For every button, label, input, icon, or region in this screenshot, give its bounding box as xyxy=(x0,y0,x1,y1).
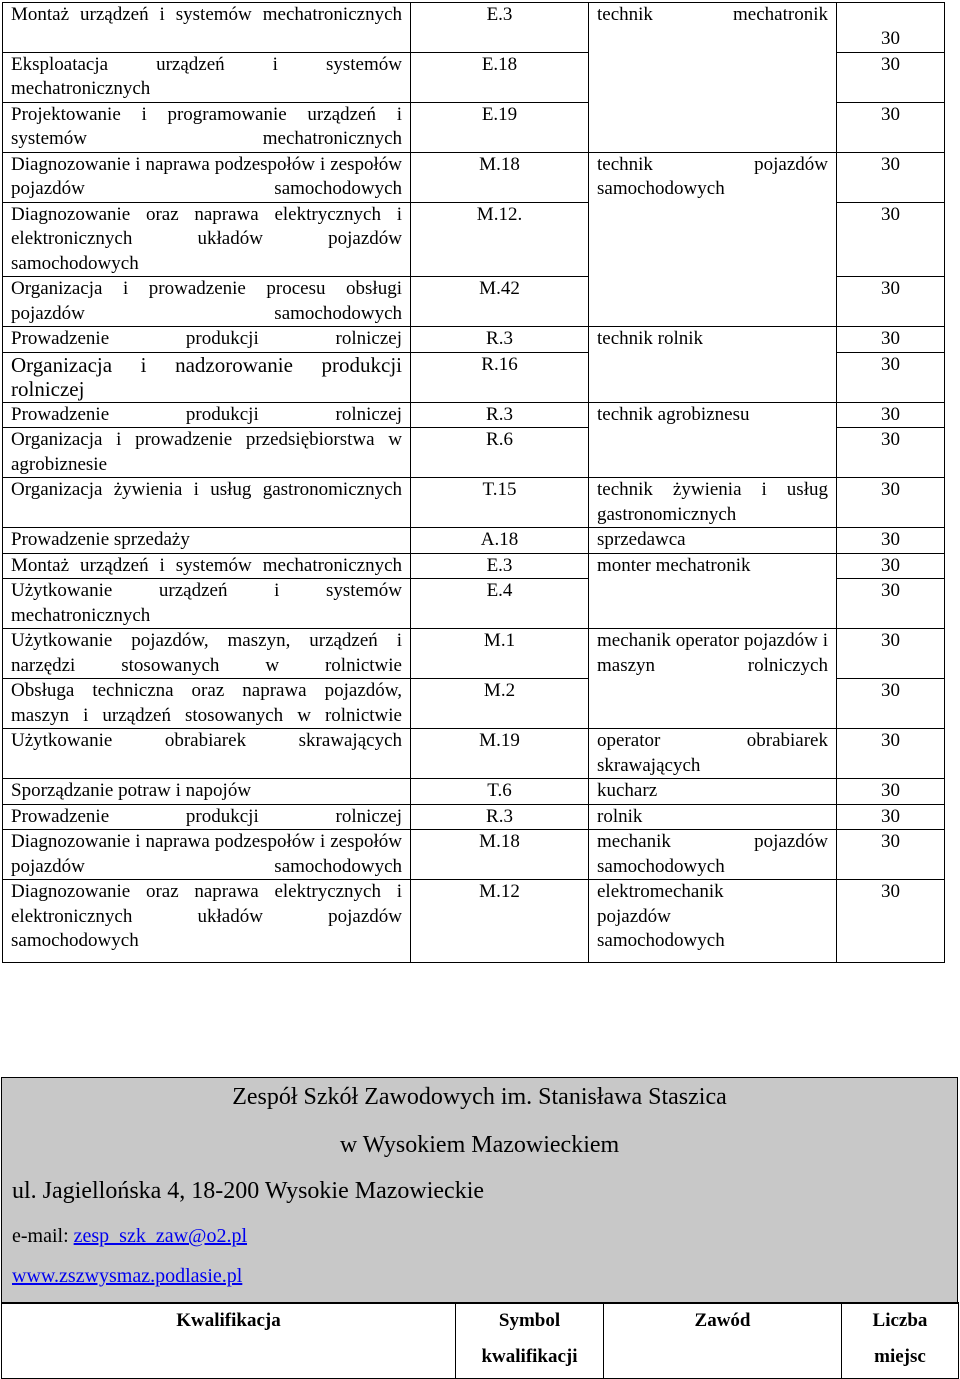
places-cell: 30 xyxy=(837,528,945,554)
places-cell: 30 xyxy=(837,830,945,880)
table-row xyxy=(3,729,945,779)
table-header xyxy=(1,1302,959,1379)
table-row xyxy=(3,428,945,478)
symbol-cell: R.3 xyxy=(411,402,589,428)
symbol-cell: M.18 xyxy=(411,152,589,202)
school-name: Zespół Szkół Zawodowych im. Stanisława Staszica xyxy=(232,1084,727,1110)
table-row xyxy=(3,804,945,830)
places-cell: 30 xyxy=(837,729,945,779)
qualification-cell: Prowadzenie produkcji rolniczej xyxy=(3,402,411,428)
table-row xyxy=(3,327,945,353)
table-row xyxy=(3,277,945,327)
places-cell: 30 xyxy=(837,327,945,353)
symbol-cell: M.42 xyxy=(411,277,589,327)
symbol-cell: R.3 xyxy=(411,804,589,830)
profession-cell: technik pojazdów samochodowych xyxy=(589,152,837,202)
symbol-cell: E.3 xyxy=(411,3,589,53)
profession-cell xyxy=(589,428,837,478)
places-cell: 30 xyxy=(837,152,945,202)
symbol-cell: E.18 xyxy=(411,52,589,102)
symbol-cell: T.6 xyxy=(411,779,589,805)
qualification-cell: Diagnozowanie oraz naprawa elektrycznych i elektronicznych układów pojazdów samochodowych xyxy=(3,202,411,277)
table-row xyxy=(3,880,945,963)
qualification-cell: Eksploatacja urządzeń i systemów mechatronicznych xyxy=(3,52,411,102)
profession-cell xyxy=(589,52,837,102)
table-row xyxy=(3,3,945,53)
email-label: e-mail: xyxy=(12,1225,74,1247)
places-cell: 30 xyxy=(837,402,945,428)
header-qualification: Kwalifikacja xyxy=(2,1303,456,1379)
profession-cell: elektromechanik pojazdów samochodowych xyxy=(589,880,837,963)
qualification-cell: Prowadzenie produkcji rolniczej xyxy=(3,327,411,353)
places-cell: 30 xyxy=(837,629,945,679)
symbol-cell: E.19 xyxy=(411,102,589,152)
qualification-cell: Montaż urządzeń i systemów mechatronicznych xyxy=(3,3,411,53)
qualification-cell: Organizacja i prowadzenie przedsiębiorstwa w agrobiznesie xyxy=(3,428,411,478)
symbol-cell: E.3 xyxy=(411,553,589,579)
profession-cell: kucharz xyxy=(589,779,837,805)
symbol-cell: A.18 xyxy=(411,528,589,554)
places-cell: 30 xyxy=(837,52,945,102)
qualification-cell: Diagnozowanie oraz naprawa elektrycznych i elektronicznych układów pojazdów samochodowych xyxy=(3,880,411,963)
qualification-cell: Organizacja i nadzorowanie produkcji rolniczej xyxy=(3,352,411,402)
table-row xyxy=(3,830,945,880)
places-cell: 30 xyxy=(837,102,945,152)
qualification-cell: Sporządzanie potraw i napojów xyxy=(3,779,411,805)
places-cell: 30 xyxy=(837,579,945,629)
profession-cell: mechanik pojazdów samochodowych xyxy=(589,830,837,880)
qualification-cell: Diagnozowanie i naprawa podzespołów i zespołów pojazdów samochodowych xyxy=(3,830,411,880)
symbol-cell: M.12 xyxy=(411,880,589,963)
places-cell: 30 xyxy=(837,679,945,729)
header-profession: Zawód xyxy=(604,1303,842,1379)
places-cell: 30 xyxy=(837,553,945,579)
profession-cell: monter mechatronik xyxy=(589,553,837,579)
table-row xyxy=(3,528,945,554)
table-row xyxy=(3,579,945,629)
school-website xyxy=(12,1263,242,1289)
table-row xyxy=(3,629,945,679)
symbol-cell: E.4 xyxy=(411,579,589,629)
table-row xyxy=(3,779,945,805)
places-cell: 30 xyxy=(837,3,945,53)
places-cell: 30 xyxy=(837,779,945,805)
qualification-cell: Użytkowanie obrabiarek skrawających xyxy=(3,729,411,779)
places-cell: 30 xyxy=(837,202,945,277)
email-link[interactable]: zesp_szk_zaw@o2.pl xyxy=(73,1225,248,1247)
profession-cell: technik agrobiznesu xyxy=(589,402,837,428)
profession-cell xyxy=(589,277,837,327)
qualification-cell: Użytkowanie urządzeń i systemów mechatronicznych xyxy=(3,579,411,629)
table-row xyxy=(3,152,945,202)
qualification-cell: Obsługa techniczna oraz naprawa pojazdów, maszyn i urządzeń stosowanych w rolnictwie xyxy=(3,679,411,729)
header-places: Liczba miejsc xyxy=(842,1303,959,1379)
places-cell: 30 xyxy=(837,352,945,402)
header-symbol: Symbol kwalifikacji xyxy=(456,1303,604,1379)
school-name-line2: w Wysokiem Mazowieckiem xyxy=(339,1132,620,1158)
profession-cell: operator obrabiarek skrawających xyxy=(589,729,837,779)
school-address: ul. Jagiellońska 4, 18-200 Wysokie Mazowieckie xyxy=(12,1178,485,1204)
profession-cell xyxy=(589,679,837,729)
qualifications-table xyxy=(2,2,945,963)
profession-cell: technik żywienia i usług gastronomicznych xyxy=(589,478,837,528)
school-info-box xyxy=(1,1077,958,1304)
places-cell: 30 xyxy=(837,428,945,478)
profession-cell: technik rolnik xyxy=(589,327,837,353)
table-row xyxy=(3,52,945,102)
qualification-cell: Prowadzenie produkcji rolniczej xyxy=(3,804,411,830)
profession-cell xyxy=(589,202,837,277)
qualification-cell: Użytkowanie pojazdów, maszyn, urządzeń i narzędzi stosowanych w rolnictwie xyxy=(3,629,411,679)
symbol-cell: M.2 xyxy=(411,679,589,729)
table-row xyxy=(3,102,945,152)
qualification-cell: Organizacja żywienia i usług gastronomicznych xyxy=(3,478,411,528)
website-link[interactable]: www.zszwysmaz.podlasie.pl xyxy=(12,1265,243,1287)
qualification-cell: Projektowanie i programowanie urządzeń i systemów mechatronicznych xyxy=(3,102,411,152)
profession-cell xyxy=(589,102,837,152)
table-row xyxy=(3,478,945,528)
symbol-cell: R.16 xyxy=(411,352,589,402)
qualification-cell: Diagnozowanie i naprawa podzespołów i zespołów pojazdów samochodowych xyxy=(3,152,411,202)
places-cell: 30 xyxy=(837,277,945,327)
symbol-cell: M.12. xyxy=(411,202,589,277)
symbol-cell: R.3 xyxy=(411,327,589,353)
qualification-cell: Montaż urządzeń i systemów mechatronicznych xyxy=(3,553,411,579)
symbol-cell: M.19 xyxy=(411,729,589,779)
qualification-cell: Organizacja i prowadzenie procesu obsługi pojazdów samochodowych xyxy=(3,277,411,327)
qualification-cell: Prowadzenie sprzedaży xyxy=(3,528,411,554)
places-cell: 30 xyxy=(837,804,945,830)
places-cell: 30 xyxy=(837,478,945,528)
places-cell: 30 xyxy=(837,880,945,963)
table-row xyxy=(3,553,945,579)
header-row xyxy=(2,1303,959,1379)
table-row xyxy=(3,679,945,729)
profession-cell: rolnik xyxy=(589,804,837,830)
profession-cell xyxy=(589,579,837,629)
school-email xyxy=(12,1223,247,1249)
symbol-cell: T.15 xyxy=(411,478,589,528)
symbol-cell: M.1 xyxy=(411,629,589,679)
profession-cell xyxy=(589,352,837,402)
table-row xyxy=(3,202,945,277)
profession-cell: mechanik operator pojazdów i maszyn rolniczych xyxy=(589,629,837,679)
profession-cell: technik mechatronik xyxy=(589,3,837,53)
table-row xyxy=(3,402,945,428)
profession-cell: sprzedawca xyxy=(589,528,837,554)
symbol-cell: R.6 xyxy=(411,428,589,478)
symbol-cell: M.18 xyxy=(411,830,589,880)
table-row xyxy=(3,352,945,402)
